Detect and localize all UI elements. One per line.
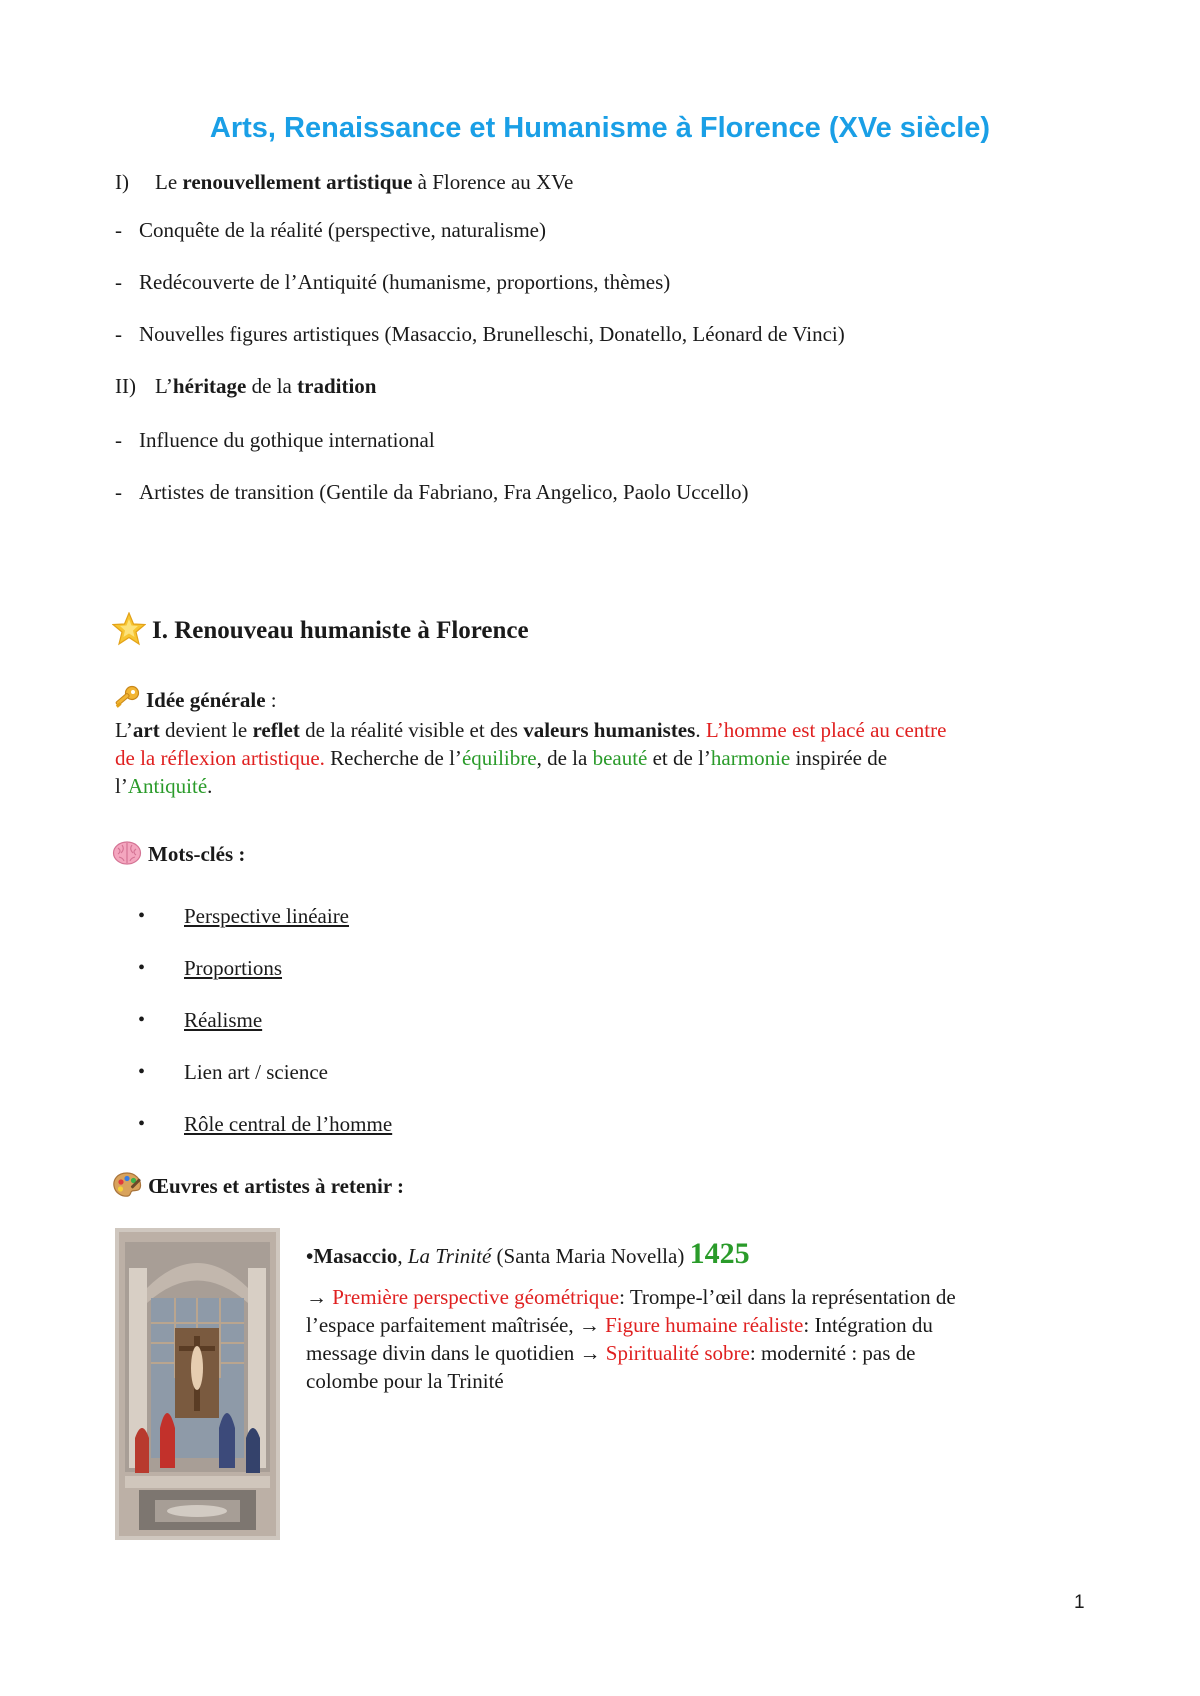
outline-part-2: II) L’héritage de la tradition — [115, 374, 377, 398]
outline-item: - Influence du gothique international — [115, 428, 435, 452]
work-line-4: message divin dans le quotidien → Spiritualité sobre: modernité : pas de — [306, 1341, 916, 1365]
work-line-5: colombe pour la Trinité — [306, 1369, 504, 1393]
section-heading: I. Renouveau humaniste à Florence — [112, 612, 529, 653]
list-item: • Réalisme — [138, 1008, 263, 1032]
list-item: • Perspective linéaire — [138, 904, 350, 928]
work-year: 1425 — [689, 1237, 750, 1270]
work-title: La Trinité — [407, 1244, 492, 1268]
outline-item: - Artistes de transition (Gentile da Fabriano, Fra Angelico, Paolo Uccello) — [115, 480, 749, 504]
outline-item: - Conquête de la réalité (perspective, naturalisme) — [115, 218, 546, 242]
part-1-bold: renouvellement artistique — [182, 170, 413, 194]
list-item: • Lien art / science — [138, 1060, 329, 1084]
list-item: • Rôle central de l’homme — [138, 1112, 393, 1136]
work-line-3: l’espace parfaitement maîtrisée, → Figure humaine réaliste: Intégration du — [306, 1313, 933, 1337]
works-label: Œuvres et artistes à retenir : — [112, 1171, 404, 1205]
palette-emoji-icon — [112, 1171, 142, 1205]
outline-item: - Redécouverte de l’Antiquité (humanisme, proportions, thèmes) — [115, 270, 671, 294]
arrow-icon: → — [306, 1285, 327, 1309]
brain-emoji-icon — [112, 840, 142, 872]
trinity-fresco-image — [115, 1228, 280, 1540]
work-line-1: •Masaccio, La Trinité (Santa Maria Novella) 1425 — [306, 1237, 750, 1270]
key-emoji-icon — [112, 685, 140, 719]
page-number: 1 — [1074, 1592, 1085, 1613]
outline-part-1: I) Le renouvellement artistique à Florence au XVe — [115, 170, 574, 194]
part-2-numeral: II) — [115, 374, 136, 398]
outline-item: - Nouvelles figures artistiques (Masaccio, Brunelleschi, Donatello, Léonard de Vinci) — [115, 322, 845, 346]
idea-label: Idée générale : — [112, 685, 277, 719]
keywords-label: Mots-clés : — [112, 840, 245, 872]
artist-name: Masaccio — [313, 1244, 398, 1268]
list-item: • Proportions — [138, 956, 283, 980]
idea-paragraph-line-1: L’art devient le reflet de la réalité visible et des valeurs humanistes. L’homme est placé au centre — [115, 718, 947, 742]
idea-paragraph-line-2: de la réflexion artistique. Recherche de l’équilibre, de la beauté et de l’harmonie inspirée de — [115, 746, 888, 770]
part-1-numeral: I) — [115, 170, 129, 194]
work-line-2: → Première perspective géométrique: Trompe-l’œil dans la représentation de — [306, 1285, 956, 1309]
document-title: Arts, Renaissance et Humanisme à Florence (XVe siècle) — [209, 112, 991, 144]
arrow-icon: → — [579, 1341, 601, 1365]
arrow-icon: → — [578, 1313, 600, 1337]
star-emoji-icon — [112, 612, 146, 653]
idea-paragraph-line-3: l’Antiquité. — [115, 774, 213, 798]
